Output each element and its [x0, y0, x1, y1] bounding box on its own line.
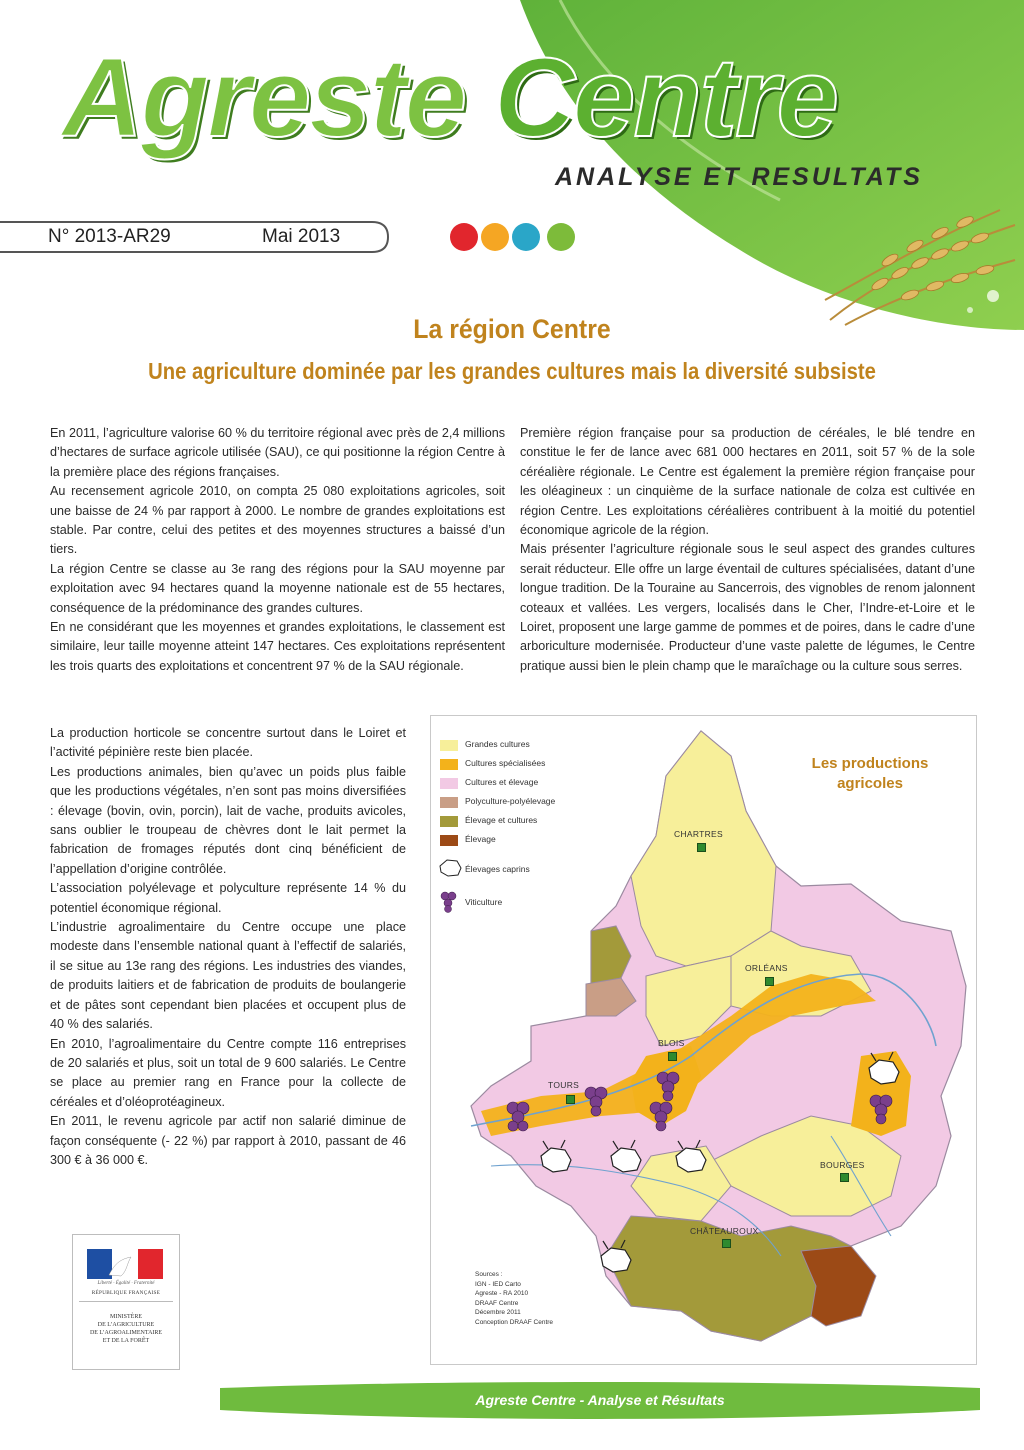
legend-label: Cultures spécialisées	[465, 758, 546, 768]
legend-label: Élevage	[465, 834, 496, 844]
city-label-chartres: CHARTRES	[674, 829, 724, 839]
paragraph: En 2011, le revenu agricole par actif non salarié diminue de façon conséquente (- 22 %) par rapport à 2010, passant de 46 300 € à 36 000 €.	[50, 1114, 406, 1167]
city-label-bourges: BOURGES	[820, 1160, 865, 1170]
brand-word-agreste: Agreste	[62, 35, 466, 160]
legend-swatch	[440, 759, 458, 770]
paragraph: Mais présenter l’agriculture régionale sous le seul aspect des grandes cultures serait réducteur. Elle offre un large éventail de cultures spécialisées, datant d’une longue tradition. De la Touraine au Sancerrois, des vignobles de renom jalonnent coteaux et vallées. Les vergers, localisés dans le Cher, l’Indre-et-Loire et le Loiret, proposent une large gamme de pommes et de poires, dans le cadre d’une arboriculture modernisée. Producteur d’une vaste palette de légumes, le Centre pratique aussi bien le plein champ que le maraîchage ou la culture sous serres.	[520, 542, 975, 673]
brand-title	[62, 35, 837, 160]
marianne-flag-icon	[87, 1249, 163, 1279]
issue-date: Mai 2013	[262, 226, 341, 247]
goat-icon	[440, 860, 461, 876]
paragraph: En ne considérant que les moyennes et grandes exploitations, le classement est similaire, leur taille moyenne atteint 147 hectares. Ces exploitations représentent les trois quarts des exploitations et concentrent 97 % de la SAU régionale.	[50, 620, 505, 673]
legend-swatch	[440, 740, 458, 751]
city-marker	[840, 1173, 849, 1182]
legend-label: Élevage et cultures	[465, 815, 538, 825]
paragraph: La région Centre se classe au 3e rang des régions pour la SAU moyenne par exploitation avec 94 hectares quand la moyenne nationale est de 55 hectares, conséquence de la prédominance des grandes cultures.	[50, 561, 505, 615]
legend-label: Élevages caprins	[465, 864, 530, 874]
color-dot-red	[450, 223, 478, 251]
article-subtitle: Une agriculture dominée par les grandes cultures mais la diversité subsiste	[148, 358, 876, 384]
color-dot-orange	[481, 223, 509, 251]
text-column-top-right	[520, 424, 975, 676]
ministry-logo	[72, 1234, 180, 1370]
map-source: Sources : IGN - IED Carto Agreste - RA 2010 DRAAF Centre Décembre 2011 Conception DRAAF Centre	[475, 1271, 554, 1326]
article-title: La région Centre	[413, 314, 611, 344]
text-column-bottom-left	[50, 724, 406, 1170]
legend-swatch	[440, 816, 458, 827]
legend-label: Polyculture-polyélevage	[465, 796, 556, 806]
city-marker	[697, 843, 706, 852]
city-label-chateauroux: CHÂTEAUROUX	[690, 1226, 759, 1236]
legend-swatch	[440, 778, 458, 789]
city-label-tours: TOURS	[548, 1080, 580, 1090]
grapes-icon	[441, 892, 456, 913]
region-map	[431, 716, 976, 1364]
city-marker	[722, 1239, 731, 1248]
city-marker	[765, 977, 774, 986]
legend-swatch	[440, 797, 458, 808]
legend-swatch	[440, 835, 458, 846]
footer-text: Agreste Centre - Analyse et Résultats	[475, 1392, 725, 1408]
wheat-icon	[820, 200, 1020, 330]
brand-subtitle: ANALYSE ET RESULTATS	[555, 163, 923, 191]
paragraph: En 2010, l’agroalimentaire du Centre compte 116 entreprises de 20 salariés et plus, soit un total de 9 600 salariés. Le Centre se place au premier rang en France pour la collecte de céréales et d’oléoprotéagineux.	[50, 1036, 406, 1109]
city-marker	[668, 1052, 677, 1061]
city-label-orleans: ORLÉANS	[745, 963, 788, 973]
color-dot-green	[547, 223, 575, 251]
city-label-blois: BLOIS	[658, 1038, 685, 1048]
paragraph: Au recensement agricole 2010, on compta 25 080 exploitations agricoles, soit une baisse de 24 % par rapport à 2000. Le nombre de grandes exploitations est stable. Par contre, celui des petites et des moyennes structures a baissé d’un tiers.	[50, 484, 505, 557]
republic-name: RÉPUBLIQUE FRANÇAISE	[91, 1290, 161, 1296]
legend-label: Viticulture	[465, 897, 503, 907]
city-marker	[566, 1095, 575, 1104]
legend-label: Cultures et élevage	[465, 777, 539, 787]
logo-divider	[79, 1301, 173, 1302]
legend-label: Grandes cultures	[465, 739, 530, 749]
paragraph: L’industrie agroalimentaire du Centre occupe une place modeste dans l’ensemble national quant à l’effectif de salariés, il se situe au 13e rang des régions. Les industries des viandes, de produits laitiers et de fabrication de produits de boulangerie et de pâtes sont cependant bien placées et occupent plus de 40 % des salariés.	[50, 920, 406, 1032]
map-figure	[430, 715, 977, 1365]
paragraph: Première région française pour sa production de céréales, le blé tendre en constitue le fer de lance avec 681 000 hectares en 2011, soit 57 % de la sole céréalière régionale. Le Centre est également la première région française pour les oléagineux : un cinquième de la surface nationale de colza est cultivée en région Centre. Les exploitations céréalières contribuent à la moitié du potentiel économique agricole de la région.	[520, 426, 975, 538]
paragraph: En 2011, l’agriculture valorise 60 % du territoire régional avec près de 2,4 millions d’hectares de surface agricole utilisée (SAU), ce qui positionne la région Centre à la première place des régions françaises.	[50, 426, 505, 479]
map-title: Les productions agricoles	[811, 755, 929, 792]
brand-word-centre: Centre	[494, 35, 837, 160]
paragraph: Les productions animales, bien qu’avec un poids plus faible que les productions végétales, n’en sont pas moins diversifiées : élevage (bovin, ovin, porcin), lait de vache, produits avicoles, sans oublier le troupeau de chèvres dont le lait permet la fabrication de fromages réputés dont cinq bénéficient de l’appellation d’origine contrôlée.	[50, 764, 406, 876]
issue-number: N° 2013-AR29	[48, 226, 171, 247]
paragraph: La production horticole se concentre surtout dans le Loiret et l’activité pépinière reste bien placée.	[50, 726, 406, 760]
color-dot-blue	[512, 223, 540, 251]
text-column-top-left	[50, 424, 505, 676]
republic-motto: Liberté · Égalité · Fraternité	[97, 1281, 155, 1286]
ministry-name: MINISTÈRE DE L’AGRICULTURE DE L’AGROALIMENTAIRE ET DE LA FORÊT	[89, 1314, 163, 1344]
paragraph: L’association polyélevage et polyculture représente 14 % du potentiel économique régional.	[50, 881, 406, 915]
